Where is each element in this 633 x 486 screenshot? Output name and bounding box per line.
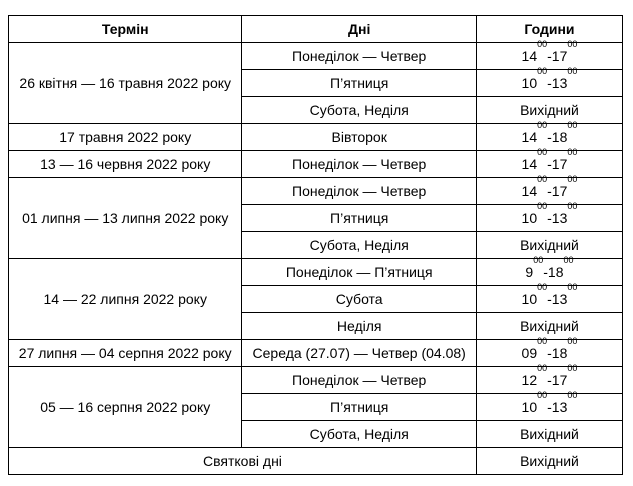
hour-end: 17 [551, 48, 568, 64]
days-cell: Понеділок — П’ятниця [242, 259, 476, 286]
days-cell: Середа (27.07) — Четвер (04.08) [242, 340, 476, 367]
table-row [9, 124, 623, 151]
hours-cell: Вихідний [476, 313, 622, 340]
days-cell: Субота, Неділя [242, 232, 476, 259]
hours-cell: Вихідний [476, 232, 622, 259]
days-cell: Субота, Неділя [242, 97, 476, 124]
minute-start: 00 [537, 39, 548, 49]
hour-end: 13 [551, 399, 568, 415]
term-cell: 27 липня — 04 серпня 2022 року [9, 340, 242, 367]
term-cell: 05 — 16 серпня 2022 року [9, 367, 242, 448]
term-cell: 01 липня — 13 липня 2022 року [9, 178, 242, 259]
hour-separator: - [547, 156, 552, 172]
term-cell: 17 травня 2022 року [9, 124, 242, 151]
days-cell: Понеділок — Четвер [242, 367, 476, 394]
holidays-label: Святкові дні [9, 448, 477, 475]
hour-separator: - [547, 210, 552, 226]
hour-separator: - [547, 345, 552, 361]
hours-cell [476, 120, 622, 151]
hours-cell: Вихідний [476, 421, 622, 448]
minute-end: 00 [567, 39, 578, 49]
minute-end: 00 [567, 363, 578, 373]
minute-end: 00 [567, 201, 578, 211]
hours-cell [476, 201, 622, 232]
hours-cell [476, 39, 622, 70]
term-cell: 13 — 16 червня 2022 року [9, 151, 242, 178]
hour-separator: - [547, 399, 552, 415]
hour-separator: - [547, 183, 552, 199]
table-row [9, 178, 623, 205]
minute-start: 00 [537, 390, 548, 400]
days-cell: Понеділок — Четвер [242, 178, 476, 205]
hour-separator: - [543, 264, 548, 280]
hour-end: 13 [551, 210, 568, 226]
hours-cell [476, 363, 622, 394]
holidays-row [9, 448, 623, 475]
hour-end: 17 [551, 183, 568, 199]
hour-start: 14 [521, 48, 538, 64]
minute-start: 00 [537, 174, 548, 184]
term-cell: 14 — 22 липня 2022 року [9, 259, 242, 340]
header-days: Дні [242, 16, 476, 43]
minute-end: 00 [567, 282, 578, 292]
header-row [9, 16, 623, 43]
hour-separator: - [547, 291, 552, 307]
hour-end: 13 [551, 291, 568, 307]
hour-start: 9 [525, 264, 534, 280]
minute-start: 00 [537, 66, 548, 76]
hours-cell [476, 66, 622, 97]
hours-cell [476, 336, 622, 367]
hour-start: 12 [521, 372, 538, 388]
days-cell: Понеділок — Четвер [242, 151, 476, 178]
header-term: Термін [9, 16, 242, 43]
days-cell: Субота [242, 286, 476, 313]
hour-start: 14 [521, 129, 538, 145]
minute-start: 00 [537, 120, 548, 130]
hour-start: 14 [521, 183, 538, 199]
hour-end: 18 [551, 129, 568, 145]
hour-start: 10 [521, 75, 538, 91]
hour-start: 10 [521, 210, 538, 226]
hours-cell [476, 255, 622, 286]
minute-end: 00 [567, 120, 578, 130]
table-row [9, 367, 623, 394]
hour-end: 13 [551, 75, 568, 91]
hour-separator: - [547, 48, 552, 64]
minute-start: 00 [537, 147, 548, 157]
minute-end: 00 [563, 255, 574, 265]
days-cell: Вівторок [242, 124, 476, 151]
header-hours: Години [476, 16, 622, 43]
minute-start: 00 [537, 201, 548, 211]
hour-start: 10 [521, 399, 538, 415]
hour-end: 17 [551, 156, 568, 172]
table-row [9, 151, 623, 178]
minute-start: 00 [537, 363, 548, 373]
hour-start: 09 [521, 345, 538, 361]
days-cell: П’ятниця [242, 70, 476, 97]
table-row [9, 43, 623, 70]
hour-end: 18 [551, 345, 568, 361]
days-cell: Понеділок — Четвер [242, 43, 476, 70]
holidays-hours: Вихідний [476, 448, 622, 475]
hour-separator: - [547, 75, 552, 91]
hours-cell [476, 174, 622, 205]
minute-end: 00 [567, 66, 578, 76]
hours-cell [476, 147, 622, 178]
term-cell: 26 квітня — 16 травня 2022 року [9, 43, 242, 124]
minute-end: 00 [567, 336, 578, 346]
days-cell: Субота, Неділя [242, 421, 476, 448]
schedule-container [8, 15, 623, 475]
minute-start: 00 [533, 255, 544, 265]
hour-separator: - [547, 129, 552, 145]
hour-end: 18 [547, 264, 564, 280]
days-cell: Неділя [242, 313, 476, 340]
schedule-table [8, 15, 623, 475]
minute-end: 00 [567, 390, 578, 400]
minute-start: 00 [537, 282, 548, 292]
hour-start: 14 [521, 156, 538, 172]
minute-end: 00 [567, 174, 578, 184]
hours-cell [476, 390, 622, 421]
hour-end: 17 [551, 372, 568, 388]
hour-separator: - [547, 372, 552, 388]
minute-start: 00 [537, 336, 548, 346]
days-cell: П’ятниця [242, 394, 476, 421]
days-cell: П’ятниця [242, 205, 476, 232]
table-row [9, 259, 623, 286]
hours-cell: Вихідний [476, 97, 622, 124]
hour-start: 10 [521, 291, 538, 307]
table-row [9, 340, 623, 367]
minute-end: 00 [567, 147, 578, 157]
hours-cell [476, 282, 622, 313]
